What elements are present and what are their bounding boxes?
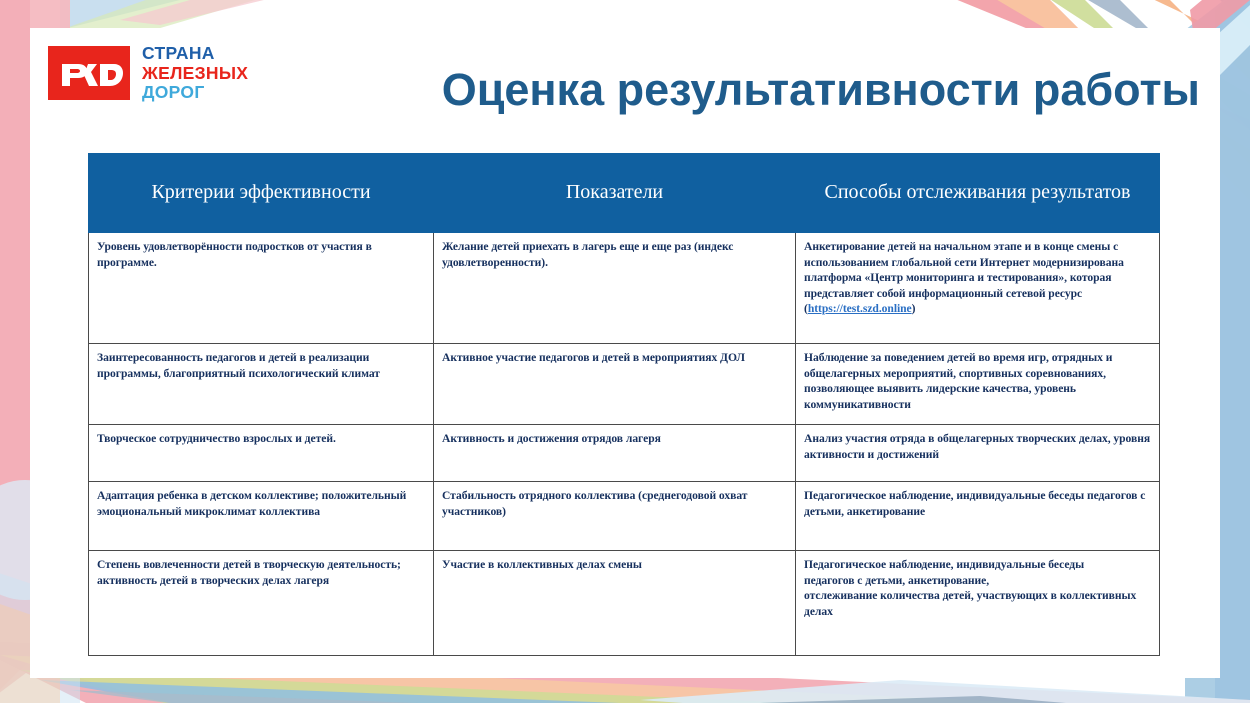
- methods-line-3: отслеживание количества детей, участвующих в коллективных делах: [804, 589, 1137, 618]
- column-header-indicators: Показатели: [434, 154, 796, 233]
- cell-methods: [796, 551, 1160, 656]
- cell-criteria: Адаптация ребенка в детском коллективе; положительный эмоциональный микроклимат коллектива: [89, 482, 434, 551]
- methods-text: Анкетирование детей на начальном этапе и в конце смены с использованием глобальной сети Интернет модернизирована платформа «Центр мониторинга и тестирования», которая представляет собой информационный сетевой ресурс: [804, 240, 1124, 300]
- results-table-wrapper: [88, 153, 1159, 656]
- methods-line-2: педагогов с детьми, анкетирование,: [804, 573, 990, 587]
- rzd-logo-icon: [48, 46, 130, 100]
- methods-line-1: Педагогическое наблюдение, индивидуальные беседы: [804, 558, 1085, 571]
- brand-line-1: СТРАНА: [142, 43, 215, 63]
- cell-indicators: Активность и достижения отрядов лагеря: [434, 425, 796, 482]
- slide-canvas: [30, 28, 1220, 678]
- platform-link[interactable]: https://test.szd.online: [807, 302, 912, 316]
- page-title: Оценка результативности работы: [441, 64, 1200, 115]
- table-row: [89, 551, 1160, 656]
- paren-open: (: [804, 302, 808, 316]
- cell-criteria: Творческое сотрудничество взрослых и детей.: [89, 425, 434, 482]
- cell-methods: Анализ участия отряда в общелагерных творческих делах, уровня активности и достижений: [796, 425, 1160, 482]
- brand-line-3: ДОРОГ: [142, 82, 205, 103]
- cell-criteria: Уровень удовлетворённости подростков от участия в программе.: [89, 233, 434, 344]
- cell-indicators: Стабильность отрядного коллектива (среднегодовой охват участников): [434, 482, 796, 551]
- table-row: [89, 482, 1160, 551]
- cell-criteria: Степень вовлеченности детей в творческую деятельность; активность детей в творческих делах лагеря: [89, 551, 434, 656]
- cell-criteria: Заинтересованность педагогов и детей в реализации программы, благоприятный психологический климат: [89, 344, 434, 425]
- table-header-row: [89, 154, 1160, 233]
- table-row: [89, 344, 1160, 425]
- table-row: [89, 233, 1160, 344]
- cell-indicators: Активное участие педагогов и детей в мероприятиях ДОЛ: [434, 344, 796, 425]
- cell-methods: Наблюдение за поведением детей во время игр, отрядных и общелагерных мероприятий, спортивных соревнованиях, позволяющее выявить лидерские качества, уровень коммуникативности: [796, 344, 1160, 425]
- cell-methods: Педагогическое наблюдение, индивидуальные беседы педагогов с детьми, анкетирование: [796, 482, 1160, 551]
- cell-indicators: Участие в коллективных делах смены: [434, 551, 796, 656]
- rzd-brand-logo: [48, 44, 248, 103]
- brand-line-2: ЖЕЛЕЗНЫХ: [142, 62, 249, 83]
- brand-wordmark: [142, 44, 248, 103]
- effectiveness-assessment-table: [88, 153, 1160, 656]
- paren-close: ): [911, 302, 916, 316]
- column-header-methods: Способы отслеживания результатов: [796, 154, 1160, 233]
- cell-indicators: Желание детей приехать в лагерь еще и еще раз (индекс удовлетворенности).: [434, 233, 796, 344]
- column-header-criteria: Критерии эффективности: [89, 154, 434, 233]
- methods-link-line: [804, 301, 1152, 317]
- cell-methods: [796, 233, 1160, 344]
- table-row: [89, 425, 1160, 482]
